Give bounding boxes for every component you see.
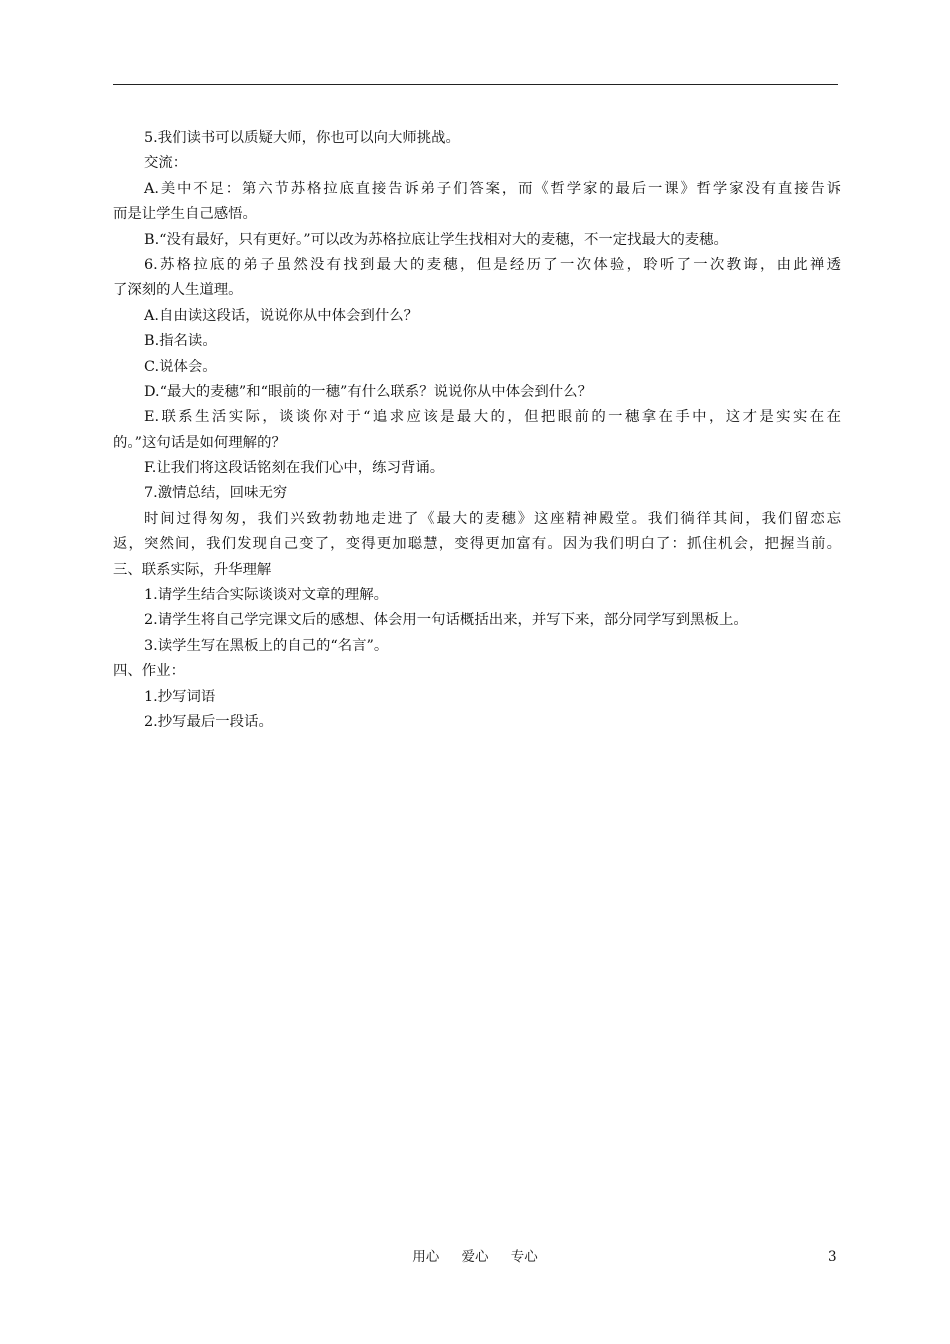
text-line: 2.请学生将自己学完课文后的感想、体会用一句话概括出来，并写下来，部分同学写到黑板上。 — [144, 612, 748, 629]
text-line: 四、作业： — [113, 663, 185, 680]
footer-word: 用心 — [412, 1249, 440, 1265]
text-line: 返，突然间，我们发现自己变了，变得更加聪慧，变得更加富有。因为我们明白了：抓住机会，把握当前。 — [113, 536, 841, 553]
text-line: E.联系生活实际，谈谈你对于“追求应该是最大的，但把眼前的一穗拿在手中，这才是实实在在 — [144, 409, 841, 426]
text-line: 1.抄写词语 — [144, 688, 216, 705]
text-line: 2.抄写最后一段话。 — [144, 713, 273, 730]
text-line: A.美中不足：第六节苏格拉底直接告诉弟子们答案，而《哲学家的最后一课》哲学家没有直接告诉 — [144, 180, 841, 197]
footer-motto — [0, 1248, 950, 1266]
text-line: 时间过得匆匆，我们兴致勃勃地走进了《最大的麦穗》这座精神殿堂。我们徜徉其间，我们留恋忘 — [144, 510, 841, 527]
text-line: 交流： — [144, 155, 188, 172]
text-line: 1.请学生结合实际谈谈对文章的理解。 — [144, 587, 388, 604]
text-line: 而是让学生自己感悟。 — [113, 206, 257, 223]
text-line: A.自由读这段话，说说你从中体会到什么？ — [144, 307, 418, 324]
text-line: 6.苏格拉底的弟子虽然没有找到最大的麦穗，但是经历了一次体验，聆听了一次教诲，由此禅透 — [144, 256, 841, 273]
page-number: 3 — [828, 1249, 837, 1265]
footer-word: 爱心 — [461, 1249, 489, 1265]
text-line: B.“没有最好，只有更好。”可以改为苏格拉底让学生找相对大的麦穗，不一定找最大的麦穗。 — [144, 231, 728, 248]
text-line: D.“最大的麦穗”和“眼前的一穗”有什么联系？说说你从中体会到什么？ — [144, 383, 592, 400]
text-line: 了深刻的人生道理。 — [113, 282, 243, 299]
footer-word: 专心 — [510, 1249, 538, 1265]
header-rule — [113, 84, 838, 85]
text-line: F.让我们将这段话铭刻在我们心中，练习背诵。 — [144, 460, 445, 477]
text-line: 7.激情总结，回味无穷 — [144, 485, 288, 502]
text-line: 5.我们读书可以质疑大师，你也可以向大师挑战。 — [144, 130, 460, 146]
text-line: 三、联系实际，升华理解 — [113, 561, 272, 578]
text-line: C.说体会。 — [144, 358, 217, 375]
text-line: 3.读学生写在黑板上的自己的“名言”。 — [144, 637, 389, 654]
document-body — [113, 126, 841, 735]
text-line: B.指名读。 — [144, 333, 217, 350]
text-line: 的。”这句话是如何理解的？ — [113, 434, 286, 451]
